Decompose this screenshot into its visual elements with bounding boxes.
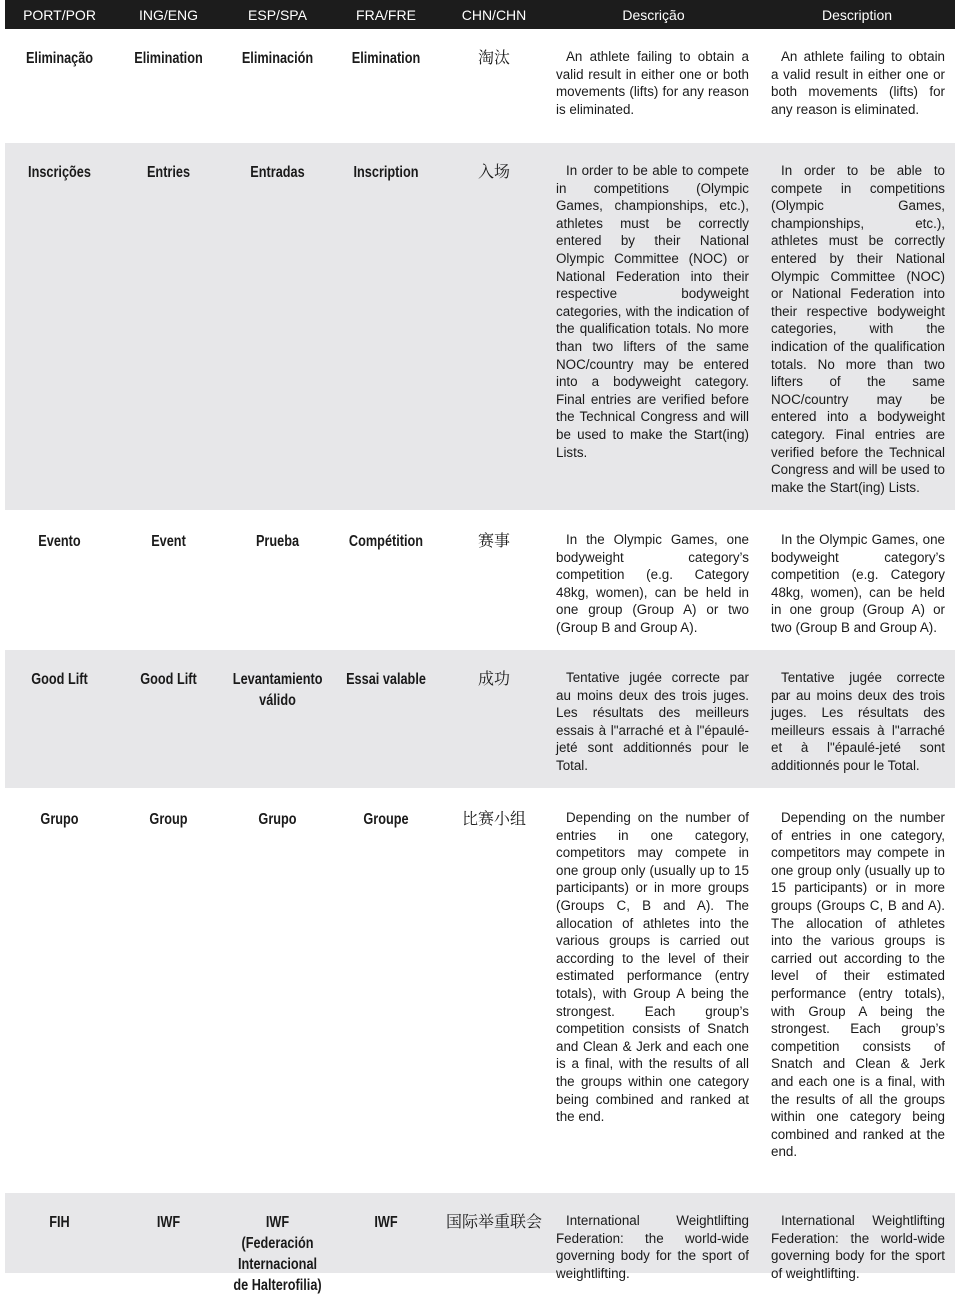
- desc-pt: An athlete failing to obtain a valid result in either one or both movements (lifts) for any reason is eliminated.: [556, 49, 749, 117]
- desc-pt: Tentative jugée correcte par au moins deux des trois juges. Les résultats des meilleurs essais à l"arraché et à l"épaulé-jeté sont additionnés pour le Total.: [556, 670, 749, 773]
- term-chn: 成功: [477, 669, 510, 688]
- term-spa: Entradas: [250, 164, 305, 181]
- term-spa: Levantamiento válido: [232, 671, 323, 709]
- term-chn: 国际举重联会: [445, 1212, 542, 1231]
- header-desc-pt: Descrição: [622, 6, 685, 23]
- table-row: [5, 650, 955, 790]
- term-eng: IWF: [156, 1214, 181, 1231]
- desc-en: In order to be able to compete in competitions (Olympic Games, championships, etc.), athletes must be correctly entered by their National Olympic Committee (NOC) or National Federation into their respective bodyweight categories, with the indication of the qualification totals. No more than two lifters of the same NOC/country may be entered into a bodyweight category. Final entries are verified before the Technical Congress and will be used to make the Start(ing) Lists.: [771, 163, 945, 495]
- term-fra: Elimination: [351, 50, 421, 67]
- term-por: Inscrições: [28, 164, 91, 181]
- term-fra: Groupe: [363, 811, 409, 828]
- header-spa: ESP/SPA: [248, 6, 307, 23]
- term-fra: Compétition: [348, 533, 424, 550]
- term-por: Evento: [38, 533, 81, 550]
- header-fra: FRA/FRE: [356, 6, 416, 23]
- desc-pt: In the Olympic Games, one bodyweight category’s competition (e.g. Category 48kg, women), can be held in one group (Group A) or two (Group B and Group A).: [556, 532, 749, 635]
- term-chn: 比赛小组: [461, 809, 526, 828]
- term-eng: Elimination: [134, 50, 203, 67]
- term-spa: Eliminación: [241, 50, 314, 67]
- desc-pt: Depending on the number of entries in one category, competitors may compete in one group only (usually up to 15 participants) or in more groups (Groups C, B and A). The allocation of athletes into the various groups is carried out according to the level of their estimated performance (entry totals), with Group A being the strongest. Each group’s competition consists of Snatch and Clean & Jerk and each one is a final, with the results of all the groups within one category being combined and ranked at the end.: [556, 810, 749, 1125]
- table-row: [5, 143, 955, 512]
- term-por: Good Lift: [31, 671, 88, 688]
- term-por: Eliminação: [25, 50, 94, 67]
- header-chn: CHN/CHN: [461, 6, 527, 23]
- term-eng: Good Lift: [140, 671, 197, 688]
- header-desc-en: Description: [821, 6, 893, 23]
- desc-en: Tentative jugée correcte par au moins deux des trois juges. Les résultats des meilleurs essais à l"arraché et à l"épaulé-jeté sont additionnés pour le Total.: [771, 670, 945, 773]
- term-chn: 赛事: [477, 531, 510, 550]
- table-row: [5, 1193, 955, 1294]
- term-fra: Essai valable: [346, 671, 426, 688]
- term-fra: Inscription: [353, 164, 419, 181]
- term-spa: Grupo: [258, 811, 297, 828]
- term-por: Grupo: [40, 811, 79, 828]
- term-chn: 淘汰: [477, 48, 510, 67]
- table-row: [5, 790, 955, 1193]
- term-eng: Group: [149, 811, 188, 828]
- term-eng: Event: [151, 533, 186, 550]
- term-spa: Prueba: [255, 533, 300, 550]
- term-eng: Entries: [146, 164, 191, 181]
- header-eng: ING/ENG: [138, 6, 199, 23]
- desc-en: An athlete failing to obtain a valid result in either one or both movements (lifts) for any reason is eliminated.: [771, 49, 945, 117]
- desc-en: In the Olympic Games, one bodyweight category’s competition (e.g. Category 48kg, women), can be held in one group (Group A) or two (Group B and Group A).: [771, 532, 945, 635]
- desc-en: International Weightlifting Federation: the world-wide governing body for the sport of weightlifting.: [771, 1213, 945, 1281]
- table-row: [5, 29, 955, 143]
- desc-en: Depending on the number of entries in one category, competitors may compete in one group only (usually up to 15 participants) or in more groups (Groups C, B and A). The allocation of athletes into the various groups is carried out according to the level of their estimated performance (entry totals), with Group A being the strongest. Each group’s competition consists of Snatch and Clean & Jerk and each one is a final, with the results of all the groups within one category being combined and ranked at the end.: [771, 810, 945, 1160]
- desc-pt: In order to be able to compete in competitions (Olympic Games, championships, etc.), athletes must be correctly entered by their National Olympic Committee (NOC) or National Federation into their respective bodyweight categories, with the indication of the qualification totals. No more than two lifters of the same NOC/country may be entered into a bodyweight category. Final entries are verified before the Technical Congress and will be used to make the Start(ing) Lists.: [556, 163, 749, 460]
- term-chn: 入场: [477, 162, 510, 181]
- glossary-table: [5, 0, 955, 1294]
- term-por: FIH: [49, 1214, 70, 1231]
- table-row: [5, 512, 955, 650]
- desc-pt: International Weightlifting Federation: the world-wide governing body for the sport of weightlifting.: [556, 1213, 749, 1281]
- term-spa: IWF (Federación Internacional de Halterofilia): [233, 1214, 322, 1294]
- header-por: PORT/POR: [23, 6, 96, 23]
- term-fra: IWF: [374, 1214, 398, 1231]
- table-header: [5, 0, 955, 29]
